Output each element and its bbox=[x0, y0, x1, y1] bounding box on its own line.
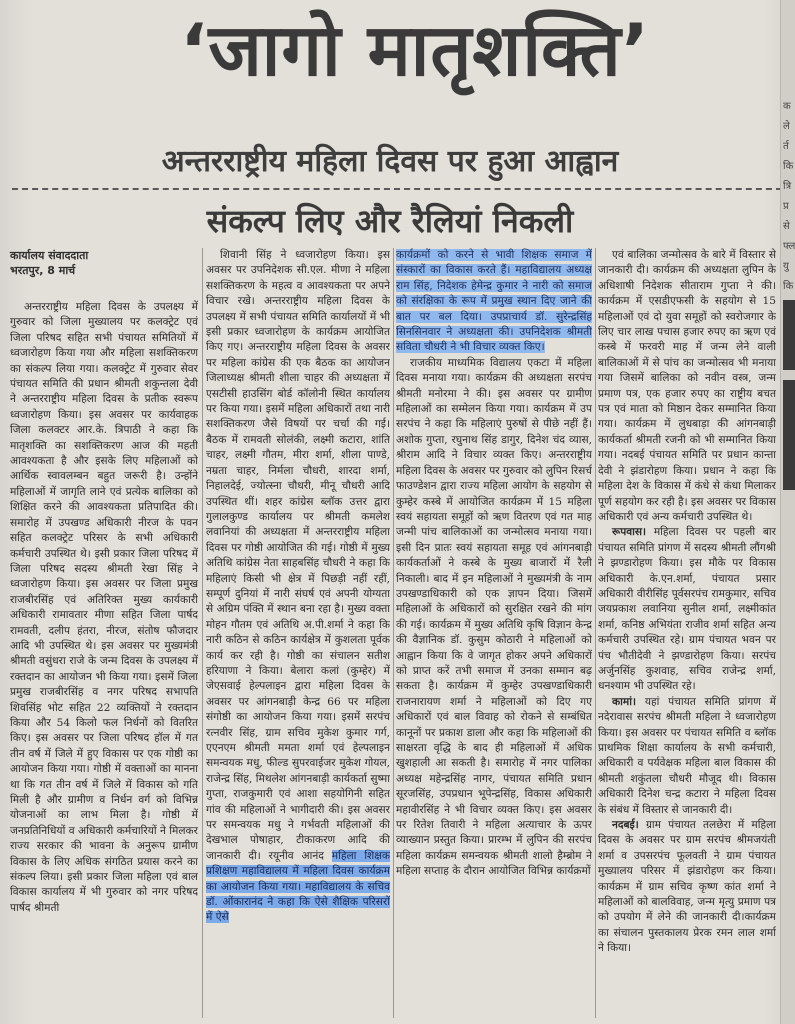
edge-fragment: कि bbox=[783, 161, 794, 172]
adjacent-page-edge bbox=[780, 0, 795, 1024]
column-text bbox=[396, 248, 592, 356]
highlighted-passage: महिला शिक्षक प्रशिक्षण महाविद्यालय में महिला दिवस कार्यक्रम का आयोजन किया गया। महाविद्यालय के सचिव डॉ. ओंकारानंद ने कहा कि ऐसे शैक्षिक परिसरों में ऐसे bbox=[206, 849, 390, 924]
dashed-rule bbox=[12, 188, 782, 190]
column-divider bbox=[393, 248, 394, 1018]
column-divider bbox=[202, 248, 203, 1018]
edge-dark-block bbox=[783, 300, 795, 370]
column-text: अन्तरराष्ट्रीय महिला दिवस के उपलक्ष्य में गुरुवार को जिला मुख्यालय पर कलक्ट्रेट एवं जिला परिषद सहित सभी पंचायत समितियों में ध्वजारोहण किया गया और महिला सशक्तिकरण का संकल्प लिया गया। कलक्ट्रेट में गुरुवार सेवर पंचायत समिति की प्रधान श्रीमती शकुन्तला देवी ने अन्तरराष्ट्रीय महिला दिवस के प्रतीक स्वरूप ध्वजारोहण किया। इस अवसर पर कार्यवाहक जिला कलक्टर आर.के. त्रिपाठी ने कहा कि मातृशक्ति का सशक्तिकरण आज की महती आवश्यकता है और इसके लिए महिलाओं को आर्थिक स्वावलम्बन बहुत जरूरी है। उन्होंने महिलाओं में जागृति लाने एवं प्रत्येक बालिका को शिक्षित करने की आवश्यकता प्रतिपादित की। समारोह में उपखण्ड अधिकारी नीरज के पवन सहित कलक्ट्रेट परिसर के सभी अधिकारी कर्मचारी उपस्थित थे। इसी प्रकार जिला परिषद में जिला परिषद सदस्य श्रीमती रेखा सिंह ने ध्वजारोहण किया। इस अवसर पर जिला प्रमुख राजबीरसिंह एवं अतिरिक्त मुख्य कार्यकारी अधिकारी रामावतार मीणा सहित जिला पार्षद रामवती, दलीप हंतरा, नीरज, संतोष फौजदार आदि भी उपस्थित थे। इस अवसर पर मुख्यमंत्री श्रीमती वसुंधरा राजे के जन्म दिवस के उपलक्ष्य में रक्तदान का आयोजन भी किया गया। इसमें जिला प्रमुख राजबीरसिंह व नगर परिषद सभापति शिवसिंह भोट सहित 22 व्यक्तियों ने रक्तदान किया और 54 किलो फल निर्धनों को वितरित किए। इस अवसर पर जिला परिषद हॉल में गत तीन वर्ष में जिले में हुए विकास पर एक गोष्ठी का आयोजन किया गया। गोष्ठी में वक्ताओं का मानना था कि गत तीन वर्ष में जिले में विकास को गति मिली है और ग्रामीण व निर्धन वर्ग को विभिन्न योजनाओं का लाभ मिला है। गोष्ठी में जनप्रतिनिधियों व अधिकारी कर्मचारियों ने मिलकर राज्य सरकार की भावना के अनुरूप ग्रामीण विकास के लिए अधिक संगठित प्रयास करने का संकल्प लिया। इसी प्रकार जिला महिला एवं बाल विकास कार्यालय में भी गुरुवार को नगर परिषद पार्षद श्रीमती bbox=[10, 301, 198, 914]
headline: संकल्प लिए और रैलियां निकली bbox=[206, 202, 574, 240]
byline-reporter: कार्यालय संवाददाता bbox=[10, 249, 89, 262]
dateline: नदबई। bbox=[612, 819, 639, 832]
highlighted-passage: कार्यक्रमों को करने से भावी शिक्षक समाज में संस्कारों का विकास करते हैं। महाविद्यालय अध्यक्ष राम सिंह, निदेशक हेमेन्द्र कुमार ने नारी को समाज को संरक्षिका के रूप में प्रमुख स्थान दिए जाने की बात पर बल दिया। उपप्राचार्य डॉ. सुरेन्द्रसिंह सिनसिनवार ने अध्यक्षता की। उपनिदेशक श्रीमती सविता चौधरी ने भी विचार व्यक्त किए। bbox=[396, 249, 592, 354]
column-text-body: महिला दिवस पर पहली बार पंचायत समिति प्रांगण में सदस्य श्रीमती लौंगश्री ने झण्डारोहण किया। इस मौके पर विकास अधिकारी के.एन.शर्मा, पंचायत प्रसार अधिकारी वीरीसिंह पूर्वसरपंच रामकुमार, सचिव जयप्रकाश लवानिया सुनील शर्मा, लक्ष्मीकांत शर्मा, कनिष्ठ अभियंता राजीव शर्मा सहित अन्य कर्मचारी उपस्थित रहे। ग्राम पंचायत भवन पर पंच भौतीदेवी ने झण्डारोहण किया। सरपंच अर्जुनसिंह कुशवाह, सचिव राजेन्द्र शर्मा, धनश्याम भी उपस्थित रहे। bbox=[598, 526, 776, 693]
column-divider bbox=[595, 248, 596, 1018]
column-text bbox=[598, 695, 776, 818]
edge-fragment: यु bbox=[783, 261, 789, 272]
edge-fragment: प्र bbox=[783, 201, 789, 212]
subheadline: अन्तरराष्ट्रीय महिला दिवस पर हुआ आह्वान bbox=[161, 144, 619, 179]
column-text-body: ग्राम पंचायत तलछेरा में महिला दिवस के अवसर पर ग्राम सरपंच श्रीमजयंती शर्मा व उपसरपंच फूलवती ने ग्राम पंचायत मुख्यालय परिसर में झंडारोहण कर किया। कार्यक्रम में ग्राम सचिव कृष्ण कांत शर्मा ने महिलाओं को बालविवाह, जन्म मृत्यु प्रमाण पत्र को उपयोग में लेने की जानकारी दी।कार्यक्रम का संचालन पुस्तकालय प्रेरक रमन लाल शर्मा ने किया। bbox=[598, 819, 776, 955]
byline bbox=[10, 248, 200, 278]
column-text-plain: शिवानी सिंह ने ध्वजारोहण किया। इस अवसर पर उपनिदेशक सी.एल. मीणा ने महिला सशक्तिकरण के महत्व व आवश्यकता पर अपने विचार रखे। अन्तरराष्ट्रीय महिला दिवस के उपलक्ष्य में सभी पंचायत समिति कार्यालयों में भी इसी प्रकार ध्वजारोहण के कार्यक्रम आयोजित किए गए। अन्तरराष्ट्रीय महिला दिवस के अवसर पर महिला कांग्रेस की एक बैठक का आयोजन जिलाध्यक्ष श्रीमती शीला चाहर की अध्यक्षता में एसटीसी हाउसिंग बोर्ड कॉलोनी स्थित कार्यालय पर किया गया। इसमें महिला अधिकारों तथा नारी सशक्तिकरण जैसे विषयों पर चर्चा की गई। बैठक में रामवती सोलंकी, लक्ष्मी कटारा, शांति चाहर, लक्ष्मी गौतम, मीरा शर्मा, शीला पाण्डे, नम्रता चाहर, निर्मला चौधरी, शारदा शर्मा, निहालदेई, ज्योत्स्ना चौधरी, मीनू चौधरी आदि उपस्थित थीं। शहर कांग्रेस ब्लॉक उत्तर द्वारा गुलालकुण्ड कार्यालय पर श्रीमती कमलेश लवानियां की अध्यक्षता में अन्तरराष्ट्रीय महिला दिवस पर गोष्ठी आयोजित की गई। गोष्ठी में मुख्य अतिथि कांग्रेस नेता साहबसिंह चौधरी ने कहा कि महिलाएं किसी भी क्षेत्र में पिछड़ी नहीं रहीं, सम्पूर्ण दुनियां में नारी संघर्ष एवं अपनी योग्यता से अग्रिम पंक्ति में स्थान बना रहा है। मुख्य वक्ता मोहन गौतम एवं अतिथि अ.पी.शर्मा ने कहा कि नारी कठिन से कठिन कार्यक्षेत्र में कुशलता पूर्वक कार्य कर रही है। गोष्ठी का संचालन सतीश हरियाणा ने किया। बेलारा कलां (कुम्हेर) में जेएसवाई हेल्पलाइन द्वारा महिला दिवस के अवसर पर आंगनबाड़ी केन्द्र 66 पर महिला संगोष्ठी का आयोजन किया गया। इसमें सरपंच रत्नवीर सिंह, ग्राम सचिव मुकेश कुमार गर्ग, एएनएम श्रीमती ममता शर्मा एवं हेल्पलाइन समन्वयक मधु, फील्ड सुपरवाईजर मुकेश गोयल, राजेन्द्र सिंह, मिथलेश आंगनबाड़ी कार्यकर्ता सुष्मा गुप्ता, राजकुमारी एवं आशा सहयोगिनी सहित गांव की महिलाओं ने भागीदारी की। इस अवसर पर समन्वयक मधु ने गर्भवती महिलाओं की देखभाल पोषाहार, टीकाकरण आदि की जानकारी दी। रयूनीव आनंद bbox=[206, 249, 390, 862]
dateline: कामां। bbox=[612, 695, 636, 708]
dateline: रूपवास। bbox=[612, 526, 647, 539]
edge-fragment: ले bbox=[783, 121, 790, 132]
column-text bbox=[598, 525, 776, 694]
column-text: राजकीय माध्यमिक विद्यालय एकटा में महिला दिवस मनाया गया। कार्यक्रम की अध्यक्षता सरपंच श्रीमती मनोरमा ने की। इस अवसर पर ग्रामीण महिलाओं का सम्मेलन किया गया। कार्यक्रम में उप सरपंच ने कहा कि महिलाएं पुरुषों से पीछे नहीं हैं। अशोक गुप्ता, रघुनाथ सिंह डागुर, दिनेश चंद व्यास, श्रीराम आदि ने विचार व्यक्त किए। अन्तरराष्ट्रीय महिला दिवस के अवसर पर गुरुवार को लुपिन रिसर्च फाउण्डेशन द्वारा राज्य महिला आयोग के सहयोग से कुम्हेर कस्बे में आयोजित कार्यक्रम में 15 महिला स्वयं सहायता समूहों को ऋण वितरण एवं गत माह जन्मी पांच बालिकाओं का जन्मोत्सव मनाया गया। इसी दिन प्रातः स्वयं सहायता समूह एवं आंगनबाड़ी कार्यकर्ताओं ने कस्बे के मुख्य बाजारों में रैली निकाली। बाद में इन महिलाओं ने मुख्यमंत्री के नाम उपखण्डाधिकारी को एक ज्ञापन दिया। जिसमें महिलाओं के अधिकारों को सुरक्षित रखने की मांग की गई। कार्यक्रम में मुख्य अतिथि कृषि विज्ञान केन्द्र की वैज्ञानिक डॉ. कुसुम कोठारी ने महिलाओं को आह्वान किया कि वे जागृत होकर अपने अधिकारों को प्राप्त करें तभी समाज में उनका सम्मान बढ़ सकता है। कार्यक्रम में कुम्हेर उपखण्डाधिकारी राजनारायण शर्मा ने महिलाओं को दिए गए अधिकारों एवं बाल विवाह को रोकने से सम्बंधित कानूनों पर प्रकाश डाला और कहा कि महिलाओं की साक्षरता वृद्धि के बाद ही महिलाओं में अधिक खुशहाली आ सकती है। समारोह में नगर पालिका अध्यक्ष महेन्द्रसिंह नागर, पंचायत समिति प्रधान सूरजसिंह, उपप्रधान भूपेन्द्रसिंह, विकास अधिकारी महावीरसिंह ने भी विचार व्यक्त किए। इस अवसर पर रितेश तिवारी ने महिला अत्याचार के ऊपर व्याख्यान प्रस्तुत किया। प्रारम्भ में लुपिन की सरपंच महिला कार्यक्रम समन्वयक श्रीमती शालो हैम्ब्रोम ने महिला सप्ताह के दौरान आयोजित विभिन्न कार्यक्रमों bbox=[396, 356, 592, 878]
edge-fragment: र्त bbox=[783, 141, 789, 152]
column-text: एवं बालिका जन्मोत्सव के बारे में विस्तार से जानकारी दी। कार्यक्रम की अध्यक्षता लुपिन के अधिशाषी निदेशक सीताराम गुप्ता ने की। कार्यक्रम में एसडीएफसी के सहयोग से 15 महिलाओं एवं दो युवा समूहों को स्वरोजगार के लिए चार लाख पचास हजार रुपए का ऋण एवं कस्बे में फरवरी माह में जन्म लेने वाली बालिकाओं में से पांच का जन्मोत्सव भी मनाया गया जिसमें बालिका को नवीन वस्त्र, जन्म प्रमाण पत्र, एक हजार रुपए का राष्ट्रीय बचत पत्र एवं माता को मिष्ठान देकर सम्मानित किया गया। कार्यक्रम में लुधबाड़ा की आंगनबाड़ी कार्यकर्ता श्रीमती रजनी को भी सम्मानित किया गया। नदबई पंचायत समिति पर प्रधान कान्ता देवी ने झंडारोहण किया। प्रधान ने कहा कि महिला देश के विकास में कंधे से कंधा मिलाकर पूर्ण सहयोग कर रही है। इस अवसर पर विकास अधिकारी एवं अन्य कर्मचारी उपस्थित थे। bbox=[598, 249, 776, 523]
column-text bbox=[598, 818, 776, 957]
article-column-1 bbox=[10, 300, 198, 1018]
edge-fragment: कि bbox=[783, 281, 794, 292]
edge-fragment: त्रि bbox=[783, 181, 792, 192]
edge-fragment: से bbox=[783, 221, 790, 232]
edge-dark-block bbox=[783, 380, 795, 490]
article-column-3 bbox=[396, 248, 592, 1018]
article-column-2 bbox=[206, 248, 390, 1018]
column-text-body: यहां पंचायत समिति प्रांगण में नदेरावास सरपंच श्रीमती महिला ने ध्वजारोहण किया। इस अवसर पर पंचायत समिति व ब्लॉक प्राथमिक शिक्षा कार्यालय के सभी कर्मचारी, अधिकारी व पर्यवेक्षक महिला बाल विकास की श्रीमती शकुंतला चौधरी मौजूद थी। विकास अधिकारी दिनेश चन्द्र कटारा ने महिला दिवस के संबंध में विस्तार से जानकारी दी। bbox=[598, 695, 776, 816]
edge-fragment: फ्ल bbox=[783, 241, 795, 252]
byline-place-date: भरतपुर, 8 मार्च bbox=[10, 264, 76, 277]
edge-fragment: क bbox=[783, 101, 791, 112]
column-text bbox=[206, 248, 390, 926]
article-column-4 bbox=[598, 248, 776, 1018]
masthead: ‘जागो मातृशक्ति’ bbox=[179, 8, 650, 92]
